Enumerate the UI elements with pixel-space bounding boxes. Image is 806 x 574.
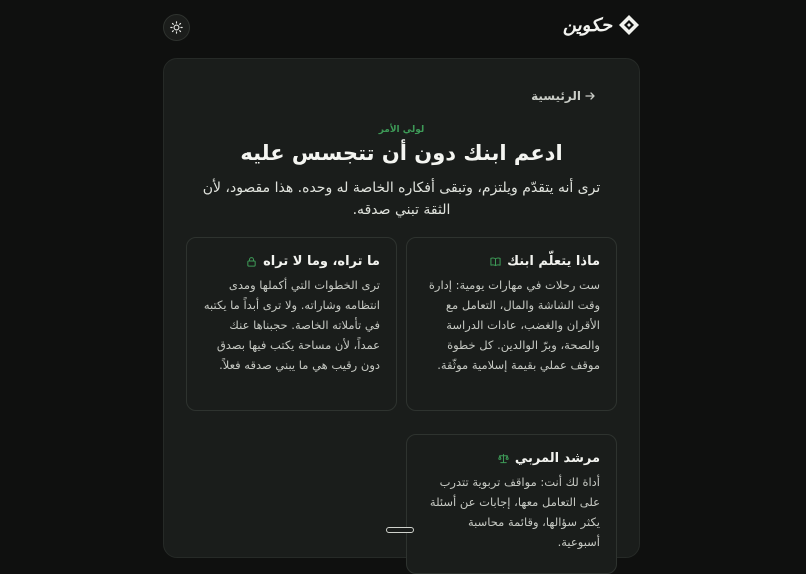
main-card — [163, 58, 640, 558]
sun-icon — [170, 21, 183, 34]
feature-card-visibility — [186, 237, 397, 411]
lock-icon — [246, 256, 257, 267]
scroll-handle[interactable] — [386, 527, 414, 533]
diamond-logo-icon — [618, 14, 640, 36]
eyebrow-label: لولي الأمر — [378, 125, 425, 135]
lead-paragraph: ترى أنه يتقدّم ويلتزم، وتبقى أفكاره الخاصة له وحده. هذا مقصود، لأن الثقة تبني صدقه. — [202, 180, 601, 218]
feature-card-guide — [406, 434, 617, 574]
back-link-label: الرئيسية — [531, 89, 581, 103]
feature-body: ترى الخطوات التي أكملها ومدى انتظامه وشاراته. ولا ترى أبداً ما يكتبه في تأملاته الخاصة. حجبناها عنك عمداً، لأن مساحة يكتب فيها بصدق دون رقيب هي ما يبني صدقه فعلاً. — [203, 278, 380, 372]
feature-title: ما تراه، وما لا تراه — [263, 254, 380, 269]
page-title: ادعم ابنك دون أن تتجسس عليه — [240, 141, 563, 165]
brand-name: حكوين — [562, 14, 612, 36]
feature-header — [423, 254, 600, 269]
theme-toggle-button[interactable] — [163, 14, 190, 41]
book-icon — [490, 256, 501, 267]
arrow-right-icon — [585, 91, 595, 101]
feature-header — [423, 451, 600, 466]
feature-header — [203, 254, 380, 269]
top-bar — [0, 0, 806, 56]
brand-logo[interactable] — [563, 14, 640, 36]
scale-icon — [498, 453, 509, 464]
feature-title: ماذا يتعلّم ابنك — [507, 254, 600, 269]
feature-card-learning — [406, 237, 617, 411]
feature-title: مرشد المربي — [514, 451, 600, 466]
feature-body: ست رحلات في مهارات يومية: إدارة وقت الشاشة والمال، التعامل مع الأقران والغضب، عادات الدراسة والصحة، وبرّ الوالدين. كل خطوة موقف عملي بقيمة إسلامية موثّقة. — [428, 278, 600, 372]
feature-body: أداة لك أنت: مواقف تربوية تتدرب على التعامل معها، إجابات عن أسئلة يكثر سؤالها، وقائمة محاسبة أسبوعية. — [429, 475, 600, 549]
back-home-link[interactable] — [531, 89, 595, 103]
